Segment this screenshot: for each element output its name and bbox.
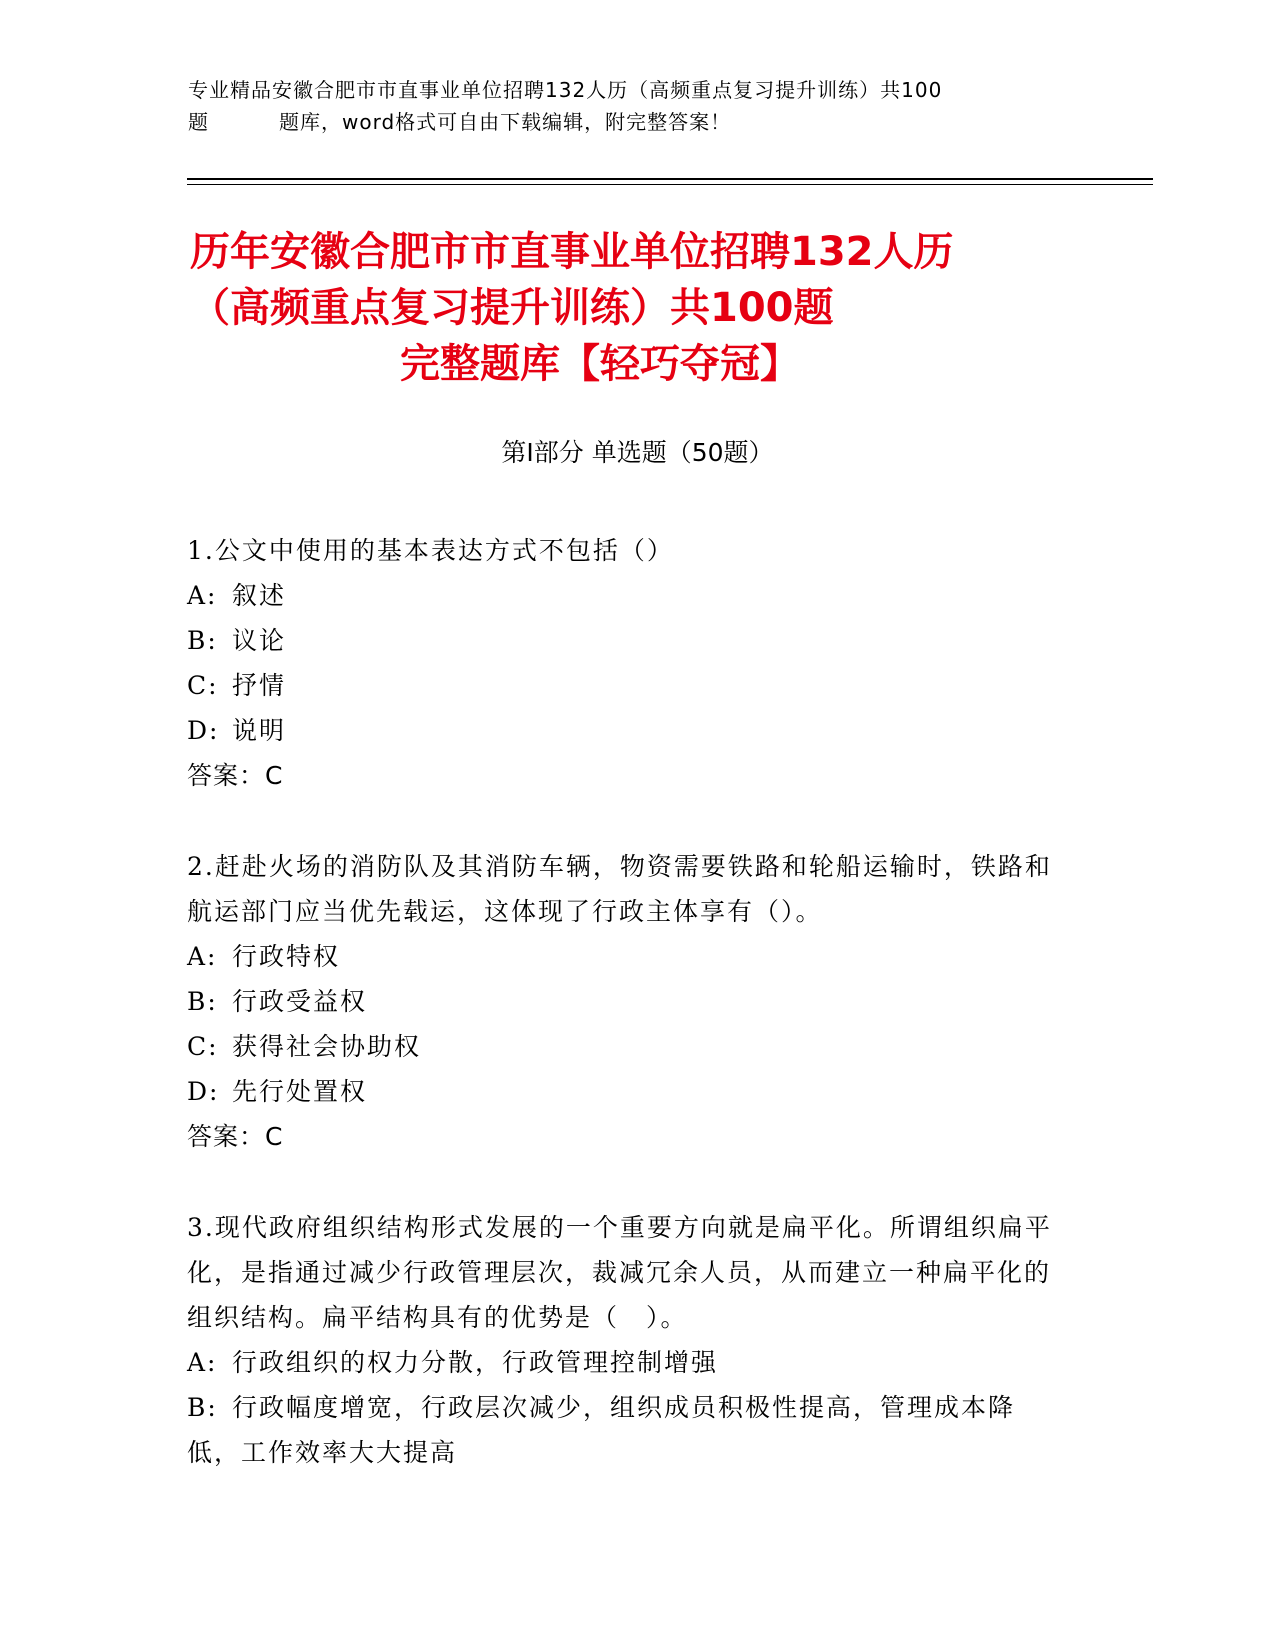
option-a [187,934,1067,979]
question-text: 2.赶赴火场的消防队及其消防车辆，物资需要铁路和轮船运输时，铁路和航运部门应当优先载运，这体现了行政主体享有（）。 [187,852,1052,926]
page-header [188,74,1088,138]
question-list [187,528,1067,1521]
option-label: D: [187,1077,220,1106]
option-label: D: [187,716,220,745]
header-line2-left: 题 [188,110,209,134]
answer: 答案：C [187,761,284,790]
option-c [187,1024,1067,1069]
option-text: 行政幅度增宽，行政层次减少，组织成员积极性提高，管理成本降低，工作效率大大提高 [187,1393,1016,1467]
option-label: B: [187,1393,218,1422]
header-line2-right: 题库，word格式可自由下载编辑，附完整答案！ [279,110,732,134]
option-b [187,618,1067,663]
option-label: A: [187,1348,218,1377]
option-text: 行政特权 [232,942,341,971]
question-2 [187,844,1067,1159]
option-d [187,1069,1067,1114]
title-line1: 历年安徽合肥市市直事业单位招聘132人历 [190,229,954,275]
title-line3: 完整题库【轻巧夺冠】 [400,341,800,387]
question-3 [187,1205,1067,1475]
title-line2: （高频重点复习提升训练）共100题 [190,285,834,331]
header-line1: 专业精品安徽合肥市市直事业单位招聘132人历（高频重点复习提升训练）共100 [188,78,943,102]
option-label: C: [187,671,219,700]
option-label: A: [187,942,218,971]
document-title [190,224,1090,392]
option-text: 行政受益权 [232,987,368,1016]
section-title: 第Ⅰ部分 单选题（50题） [501,438,774,467]
question-text: 3.现代政府组织结构形式发展的一个重要方向就是扁平化。所谓组织扁平化，是指通过减少行政管理层次，裁减冗余人员，从而建立一种扁平化的组织结构。扁平结构具有的优势是（ ）。 [187,1213,1052,1332]
option-label: B: [187,987,218,1016]
header-rule-thick [187,178,1153,180]
option-label: C: [187,1032,219,1061]
option-label: B: [187,626,218,655]
answer: 答案：C [187,1122,284,1151]
option-text: 行政组织的权力分散，行政管理控制增强 [232,1348,719,1377]
option-b [187,979,1067,1024]
header-line2 [188,106,1088,138]
header-rule-thin [187,184,1153,185]
option-a [187,573,1067,618]
question-text: 1.公文中使用的基本表达方式不包括（） [187,536,674,565]
question-1 [187,528,1067,798]
option-text: 议论 [232,626,287,655]
option-label: A: [187,581,218,610]
option-text: 抒情 [232,671,287,700]
option-text: 先行处置权 [232,1077,368,1106]
option-c [187,663,1067,708]
option-text: 获得社会协助权 [232,1032,422,1061]
option-text: 说明 [232,716,287,745]
option-b [187,1385,1067,1475]
option-d [187,708,1067,753]
option-a [187,1340,1067,1385]
option-text: 叙述 [232,581,287,610]
